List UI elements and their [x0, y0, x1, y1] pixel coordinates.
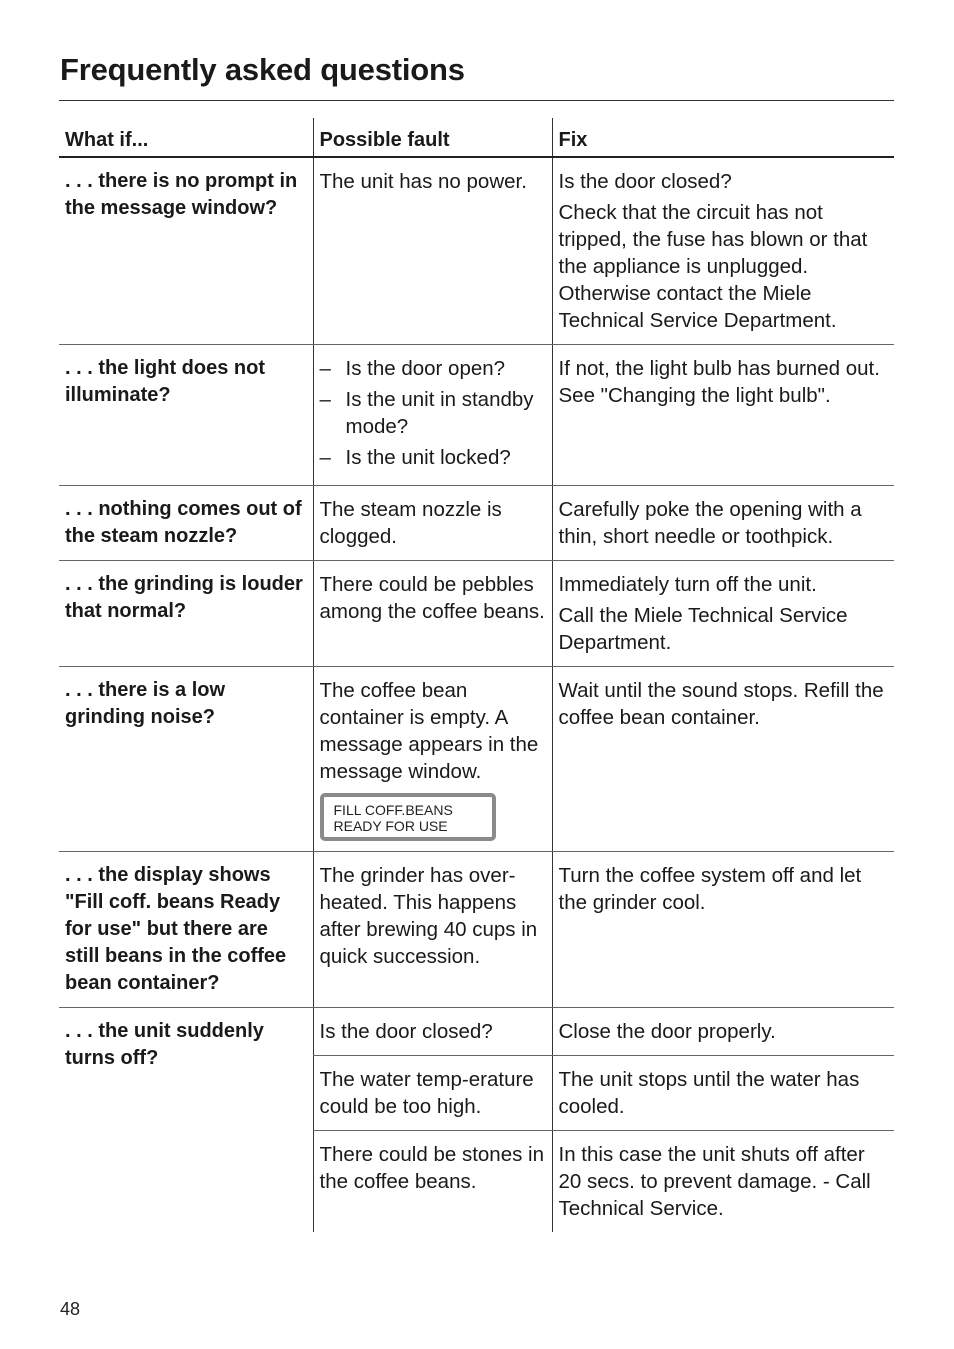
- fix-cell: Close the door properly.: [552, 1008, 894, 1056]
- header-what-if: What if...: [59, 118, 313, 157]
- table-row: [59, 852, 894, 1008]
- fix-cell: In this case the unit shuts off after 20 secs. to prevent damage. - Call Technical Service.: [552, 1131, 894, 1233]
- fix-text: Is the door closed?: [558, 170, 732, 193]
- header-possible-fault: Possible fault: [313, 118, 552, 157]
- fault-cell: There could be pebbles among the coffee beans.: [313, 561, 552, 667]
- question-cell: . . . the display shows "Fill coff. beans Ready for use" but there are still beans in the coffee bean container?: [59, 852, 313, 1008]
- fix-cell: [552, 667, 894, 852]
- fault-cell: The water temp-erature could be too high.: [313, 1056, 552, 1131]
- fix-cell: [552, 486, 894, 561]
- table-row: [59, 561, 894, 667]
- fault-cell: The grinder has over-heated. This happens after brewing 40 cups in quick succession.: [313, 852, 552, 1008]
- fix-cell: The unit stops until the water has cooled.: [552, 1056, 894, 1131]
- fix-cell: [552, 157, 894, 345]
- fix-cell: [552, 852, 894, 1008]
- display-line: READY FOR USE: [333, 818, 448, 834]
- list-item: – Is the unit locked?: [320, 444, 546, 471]
- table-row: [59, 486, 894, 561]
- question-cell: . . . there is a low grinding noise?: [59, 667, 313, 852]
- fix-text: Immediately turn off the unit.: [558, 573, 817, 596]
- fix-cell: [552, 345, 894, 486]
- question-cell: . . . the unit suddenly turns off?: [65, 1020, 264, 1069]
- table-row: [59, 345, 894, 486]
- table-row: [59, 1008, 894, 1056]
- fault-cell: There could be stones in the coffee beans.: [313, 1131, 552, 1233]
- fix-text: Check that the circuit has not tripped, the fuse has blown or that the appliance is unplugged. Otherwise contact the Miele Technical Service Department.: [558, 201, 868, 332]
- question-cell: . . . the light does not illuminate?: [59, 345, 313, 486]
- fault-cell: [313, 345, 552, 486]
- fix-text: Turn the coffee system off and let the grinder cool.: [558, 864, 862, 914]
- header-fix: Fix: [552, 118, 894, 157]
- question-cell: . . . nothing comes out of the steam nozzle?: [59, 486, 313, 561]
- question-cell: . . . the grinding is louder that normal?: [59, 561, 313, 667]
- fault-text: The coffee bean container is empty. A message appears in the message window.: [319, 679, 539, 783]
- question-cell: . . . there is no prompt in the message window?: [59, 157, 313, 345]
- fix-text: Wait until the sound stops. Refill the coffee bean container.: [558, 679, 884, 729]
- table-header-row: [59, 118, 894, 157]
- fix-cell: [552, 561, 894, 667]
- faq-table: [59, 118, 894, 1232]
- fault-cell: [313, 667, 552, 852]
- fix-text: If not, the light bulb has burned out.: [558, 357, 880, 380]
- page-number: 48: [60, 1299, 81, 1319]
- fault-cell: The steam nozzle is clogged.: [313, 486, 552, 561]
- title-divider: [59, 100, 894, 101]
- list-item: – Is the unit in standby mode?: [320, 386, 546, 440]
- fault-list: [320, 355, 546, 471]
- list-item: – Is the door open?: [320, 355, 546, 382]
- fix-text: Call the Miele Technical Service Department.: [558, 604, 848, 654]
- fault-cell: Is the door closed?: [313, 1008, 552, 1056]
- fault-cell: The unit has no power.: [313, 157, 552, 345]
- page-title: Frequently asked questions: [60, 52, 465, 87]
- fix-text: See "Changing the light bulb".: [558, 384, 831, 407]
- table-row: [59, 667, 894, 852]
- display-line: FILL COFF.BEANS: [333, 802, 453, 818]
- message-display: [320, 793, 496, 841]
- fix-text: Carefully poke the opening with a thin, short needle or toothpick.: [558, 498, 862, 548]
- table-row: [59, 157, 894, 345]
